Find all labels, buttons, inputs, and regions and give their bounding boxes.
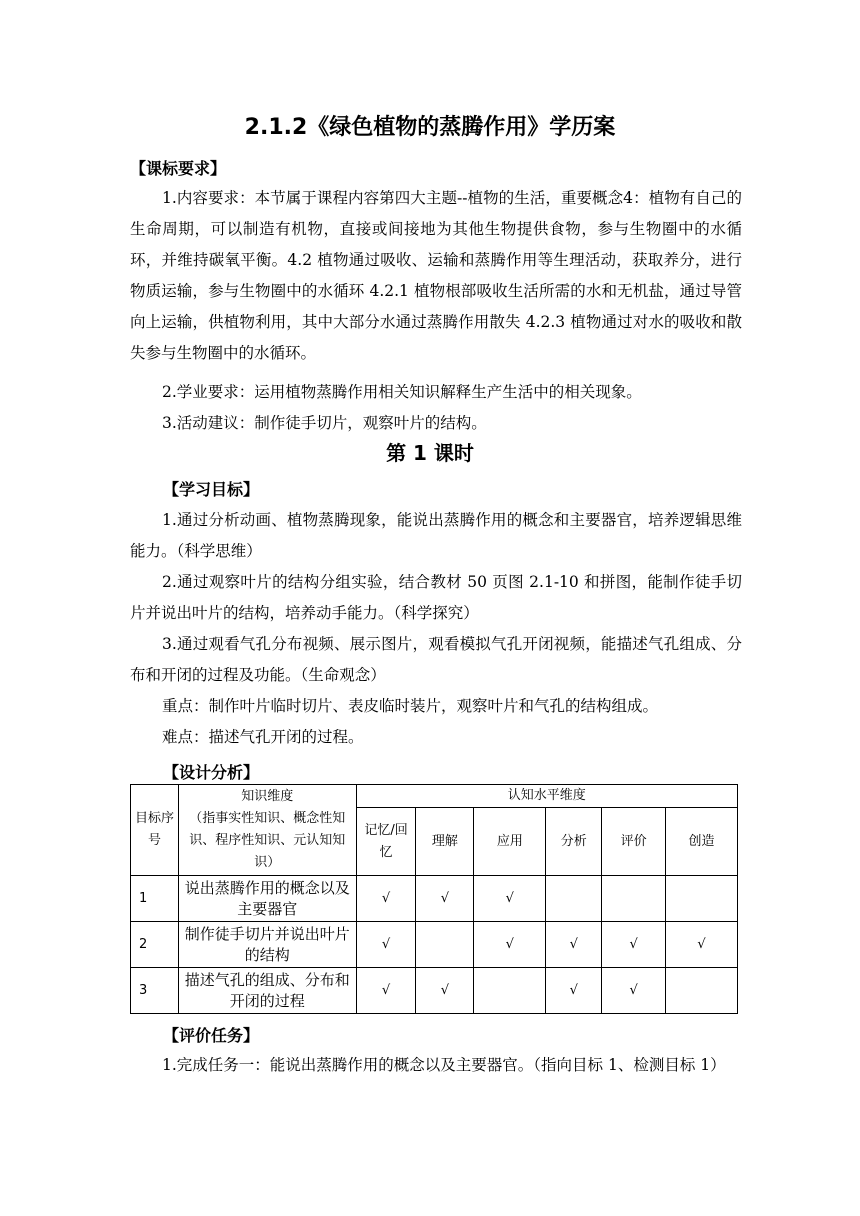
design-heading: 【设计分析】	[163, 763, 260, 782]
check-mark: √	[416, 968, 474, 1014]
check-mark: √	[546, 968, 602, 1014]
check-mark: √	[546, 922, 602, 968]
check-mark	[602, 876, 666, 922]
check-mark: √	[666, 922, 738, 968]
check-mark: √	[356, 968, 416, 1014]
check-mark: √	[474, 876, 546, 922]
header-level-remember: 记忆/回忆	[356, 808, 416, 876]
header-level-analyze: 分析	[546, 808, 602, 876]
check-mark: √	[416, 876, 474, 922]
goals-heading: 【学习目标】	[163, 480, 260, 499]
check-mark	[666, 968, 738, 1014]
check-mark: √	[356, 922, 416, 968]
evaluation-task-1: 1.完成任务一：能说出蒸腾作用的概念以及主要器官。（指向目标 1、检测目标 1）	[162, 1056, 726, 1074]
check-mark: √	[602, 968, 666, 1014]
curriculum-academic-requirement: 2.学业要求：运用植物蒸腾作用相关知识解释生产生活中的相关现象。	[162, 383, 642, 401]
document-title: 2.1.2《绿色植物的蒸腾作用》学历案	[244, 115, 616, 140]
row-knowledge: 描述气孔的组成、分布和开闭的过程	[178, 968, 356, 1014]
row-knowledge: 制作徒手切片并说出叶片的结构	[178, 922, 356, 968]
row-number: 2	[131, 922, 179, 968]
row-number: 1	[131, 876, 179, 922]
table-row	[131, 876, 738, 922]
header-level-evaluate: 评价	[602, 808, 666, 876]
header-cognitive-dimension: 认知水平维度	[356, 785, 737, 808]
header-level-create: 创造	[666, 808, 738, 876]
table-row	[131, 968, 738, 1014]
lesson-title: 第 1 课时	[386, 441, 474, 465]
key-point: 重点：制作叶片临时切片、表皮临时装片，观察叶片和气孔的结构组成。	[162, 697, 659, 715]
check-mark: √	[356, 876, 416, 922]
curriculum-heading: 【课标要求】	[130, 159, 227, 178]
row-number: 3	[131, 968, 179, 1014]
header-knowledge-title: 知识维度	[241, 789, 294, 804]
check-mark	[546, 876, 602, 922]
header-level-understand: 理解	[416, 808, 474, 876]
goal-1: 1.通过分析动画、植物蒸腾现象，能说出蒸腾作用的概念和主要器官，培养逻辑思维能力。（科学思维）	[130, 511, 742, 560]
table-row	[131, 922, 738, 968]
row-knowledge: 说出蒸腾作用的概念以及主要器官	[178, 876, 356, 922]
check-mark	[474, 968, 546, 1014]
difficulty-point: 难点：描述气孔开闭的过程。	[162, 728, 364, 746]
header-knowledge-dimension	[178, 785, 356, 876]
design-analysis-table	[130, 784, 738, 1014]
curriculum-activity-suggestion: 3.活动建议：制作徒手切片，观察叶片的结构。	[162, 414, 487, 432]
goal-2: 2.通过观察叶片的结构分组实验，结合教材 50 页图 2.1-10 和拼图，能制作徒手切片并说出叶片的结构，培养动手能力。（科学探究）	[130, 573, 742, 622]
check-mark: √	[474, 922, 546, 968]
check-mark: √	[602, 922, 666, 968]
goal-3: 3.通过观看气孔分布视频、展示图片，观看模拟气孔开闭视频，能描述气孔组成、分布和开闭的过程及功能。（生命观念）	[130, 635, 742, 684]
check-mark	[666, 876, 738, 922]
header-knowledge-note: （指事实性知识、概念性知识、程序性知识、元认知知识）	[189, 811, 346, 870]
curriculum-content-requirement: 1.内容要求：本节属于课程内容第四大主题--植物的生活，重要概念4：植物有自己的生命周期，可以制造有机物，直接或间接地为其他生物提供食物，参与生物圈中的水循环，并维持碳氧平衡。4.2 植物通过吸收、运输和蒸腾作用等生理活动，获取养分，进行物质运输，参与生物圈中的水循环 4.2.1 植物根部吸收生活所需的水和无机盐，通过导管向上运输，供植物利用，其中大部分水通过蒸腾作用散失 4.2.3 植物通过对水的吸收和散失参与生物圈中的水循环。	[130, 189, 742, 362]
evaluation-heading: 【评价任务】	[163, 1026, 260, 1045]
header-goal-number: 目标序号	[131, 785, 179, 876]
check-mark	[416, 922, 474, 968]
header-level-apply: 应用	[474, 808, 546, 876]
